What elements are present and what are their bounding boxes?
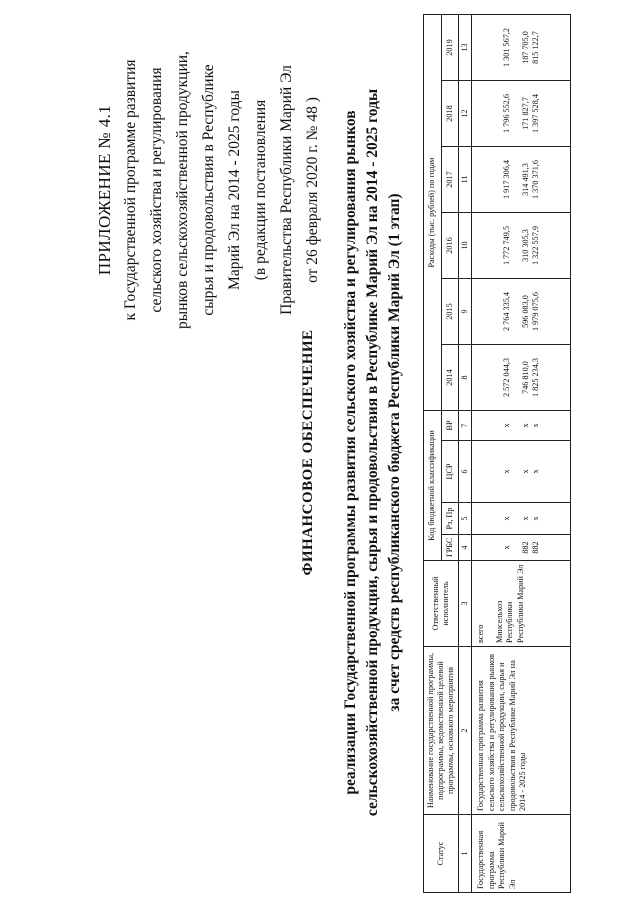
year-cell [472, 81, 571, 147]
vr-value: х [520, 423, 530, 428]
appendix-title: ПРИЛОЖЕНИЕ № 4.1 [95, 104, 114, 276]
year-cell [472, 14, 571, 80]
header-year: 2014 [441, 345, 459, 411]
column-index: 12 [459, 81, 472, 147]
expense-value: 314 491,3 [520, 163, 530, 196]
header-csr: ЦСР [441, 441, 459, 503]
document-subheading-line: сельскохозяйственной продукции, сырья и продовольствия в Республике Марий Эл на 2014 - 2025 годы [364, 88, 381, 817]
column-index: 13 [459, 14, 472, 80]
appendix-line: от 26 февраля 2020 г. № 48 ) [304, 97, 321, 283]
grbs-value: 882 [531, 541, 541, 554]
expense-value: 171 827,7 [520, 97, 530, 130]
vr-value: х [531, 423, 541, 428]
header-year: 2015 [441, 279, 459, 345]
rzpr-value: х [502, 516, 512, 521]
document-subheading-line: реализации Государственной программы развития сельского хозяйства и регулирования рынков [342, 110, 359, 795]
year-cell [472, 279, 571, 345]
column-index-row [459, 14, 472, 892]
appendix-line: рынков сельскохозяйственной продукции, [174, 51, 191, 329]
column-index: 10 [459, 213, 472, 279]
status-cell: Государственная программа Республики Марий Эл [472, 815, 571, 893]
column-index: 3 [459, 561, 472, 647]
executor-ministry: Минсельхоз Республики [494, 600, 514, 643]
expense-value: 1 917 306,4 [502, 160, 512, 199]
column-index: 8 [459, 345, 472, 411]
header-year: 2019 [441, 14, 459, 80]
header-rzpr: Рз, Пр [441, 503, 459, 535]
vr-cell [472, 411, 571, 441]
appendix-line: к Государственной программе развития [122, 59, 139, 321]
year-cell [472, 213, 571, 279]
executor-cell [472, 561, 571, 647]
expense-value: 310 305,3 [520, 229, 530, 262]
expense-value: 1 796 552,6 [502, 94, 512, 133]
rzpr-cell [472, 503, 571, 535]
column-index: 5 [459, 503, 472, 535]
header-budget-code: Код бюджетной классификации [424, 411, 442, 561]
column-index: 1 [459, 815, 472, 893]
financing-table [423, 14, 571, 893]
year-cell [472, 147, 571, 213]
expense-value: 1 301 567,2 [502, 28, 512, 67]
column-index: 9 [459, 279, 472, 345]
expense-value: 1 825 234,3 [531, 358, 541, 397]
appendix-line: (в редакции постановления [252, 99, 269, 281]
appendix-line: сырья и продовольствия в Республике [200, 64, 217, 316]
expense-value: 2 764 335,4 [502, 292, 512, 331]
appendix-line: Марий Эл на 2014 - 2025 годы [226, 90, 243, 290]
rzpr-value: х [531, 516, 541, 521]
expense-value: 1 979 075,6 [531, 292, 541, 331]
executor-republic: Республики Марий Эл [515, 564, 525, 643]
header-expenses: Расходы (тыс. рублей) по годам [424, 14, 442, 410]
header-name: Наименование государственной программы, подпрограммы, ведомственной целевой программы, основного мероприятия [424, 647, 459, 815]
appendix-block [92, 25, 326, 355]
header-year: 2017 [441, 147, 459, 213]
header-vr: ВР [441, 411, 459, 441]
column-index: 4 [459, 535, 472, 561]
expense-value: 1 370 371,6 [531, 160, 541, 199]
header-grbs: ГРБС [441, 535, 459, 561]
csr-value: х [531, 469, 541, 474]
table-row [472, 14, 571, 892]
csr-value: х [502, 469, 512, 474]
column-index: 2 [459, 647, 472, 815]
grbs-value: х [502, 545, 512, 550]
expense-value: 1 397 528,4 [531, 94, 541, 133]
expense-value: 746 810,0 [520, 361, 530, 394]
executor-total: всего [476, 624, 485, 643]
vr-value: х [502, 423, 512, 428]
grbs-value: 882 [520, 541, 530, 554]
header-status: Статус [424, 815, 459, 893]
column-index: 11 [459, 147, 472, 213]
appendix-line: Правительства Республики Марий Эл [278, 65, 295, 315]
expense-value: 815 122,7 [531, 31, 541, 64]
rzpr-value: х [520, 516, 530, 521]
document-heading: ФИНАНСОВОЕ ОБЕСПЕЧЕНИЕ [300, 329, 316, 576]
csr-value: х [520, 469, 530, 474]
expense-value: 596 083,0 [520, 295, 530, 328]
document-subheading-line: за счет средств республиканского бюджета Республики Марий Эл (1 этап) [386, 193, 403, 712]
table-header-row [424, 14, 442, 892]
header-year: 2018 [441, 81, 459, 147]
column-index: 6 [459, 441, 472, 503]
header-year: 2016 [441, 213, 459, 279]
column-index: 7 [459, 411, 472, 441]
expense-value: 187 705,0 [520, 31, 530, 64]
csr-cell [472, 441, 571, 503]
expense-value: 1 772 749,5 [502, 226, 512, 265]
header-executor: Ответственный исполнитель [424, 561, 459, 647]
financing-table-wrap [423, 15, 571, 893]
grbs-cell [472, 535, 571, 561]
appendix-line: сельского хозяйства и регулирования [148, 67, 165, 313]
expense-value: 2 572 044,3 [502, 358, 512, 397]
expense-value: 1 322 557,9 [531, 226, 541, 265]
program-name-cell: Государственная программа развития сельского хозяйства и регулирования рынков сельскохозяйственной продукции, сырья и продовольствия в Республике Марий Эл на 2014 - 2025 годы [472, 647, 571, 815]
year-cell [472, 345, 571, 411]
